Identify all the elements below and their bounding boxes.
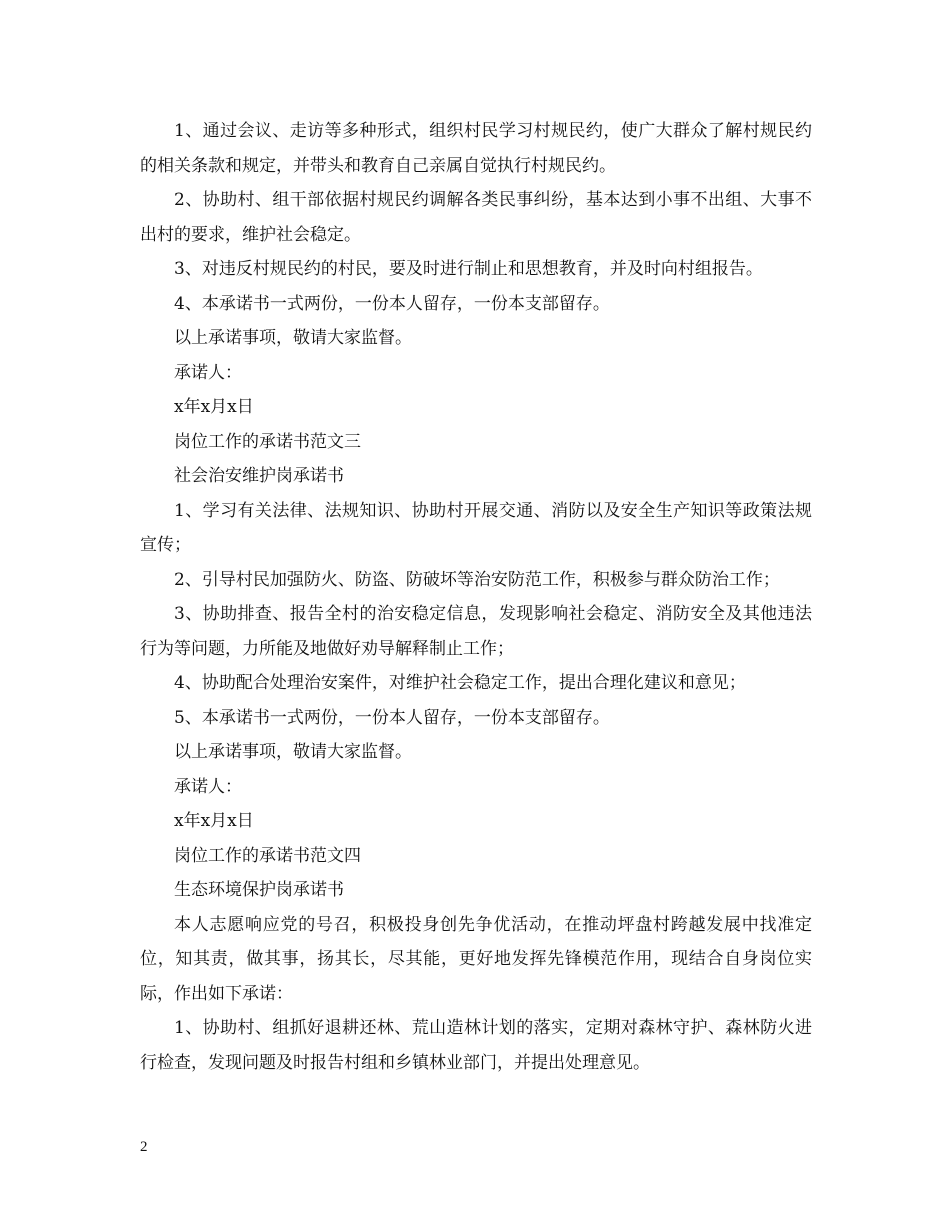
section-subheading: 社会治安维护岗承诺书 (174, 466, 344, 486)
paragraph: 2、引导村民加强防火、防盗、防破坏等治安防范工作，积极参与群众防治工作； (174, 569, 780, 590)
paragraph: 本人志愿响应党的号召，积极投身创先争优活动，在推动坪盘村跨越发展中找准定位，知其责，做其事，扬其长，尽其能，更好地发挥先锋模范作用，现结合自身岗位实际，作出如下承诺： (140, 914, 812, 1004)
document-body (140, 114, 812, 1080)
paragraph: 2、协助村、组干部依据村规民约调解各类民事纠纷，基本达到小事不出组、大事不出村的要求，维护社会稳定。 (140, 190, 812, 245)
paragraph: 1、协助村、组抓好退耕还林、荒山造林计划的落实，定期对森林守护、森林防火进行检查，发现问题及时报告村组和乡镇林业部门，并提出处理意见。 (140, 1018, 812, 1073)
signatory-label: 承诺人： (174, 362, 242, 383)
date-line: x年x月x日 (174, 397, 254, 417)
section-heading: 岗位工作的承诺书范文四 (174, 845, 361, 866)
paragraph: 1、学习有关法律、法规知识、协助村开展交通、消防以及安全生产知识等政策法规宣传； (140, 500, 812, 555)
section-subheading: 生态环境保护岗承诺书 (174, 880, 344, 900)
paragraph: 4、协助配合处理治安案件，对维护社会稳定工作，提出合理化建议和意见； (174, 673, 746, 693)
section-heading: 岗位工作的承诺书范文三 (174, 431, 361, 452)
paragraph: 4、本承诺书一式两份，一份本人留存，一份本支部留存。 (174, 293, 610, 314)
paragraph: 3、对违反村规民约的村民，要及时进行制止和思想教育，并及时向村组报告。 (174, 259, 763, 279)
paragraph: 3、协助排查、报告全村的治安稳定信息，发现影响社会稳定、消防安全及其他违法行为等问题，力所能及地做好劝导解释制止工作； (140, 604, 812, 659)
paragraph: 以上承诺事项，敬请大家监督。 (174, 742, 412, 762)
page-number: 2 (140, 1139, 148, 1155)
paragraph: 1、通过会议、走访等多种形式，组织村民学习村规民约，使广大群众了解村规民约的相关条款和规定，并带头和教育自己亲属自觉执行村规民约。 (140, 121, 812, 176)
signatory-label: 承诺人： (174, 776, 242, 797)
date-line: x年x月x日 (174, 811, 254, 831)
paragraph: 以上承诺事项，敬请大家监督。 (174, 328, 412, 348)
paragraph: 5、本承诺书一式两份，一份本人留存，一份本支部留存。 (174, 707, 610, 728)
